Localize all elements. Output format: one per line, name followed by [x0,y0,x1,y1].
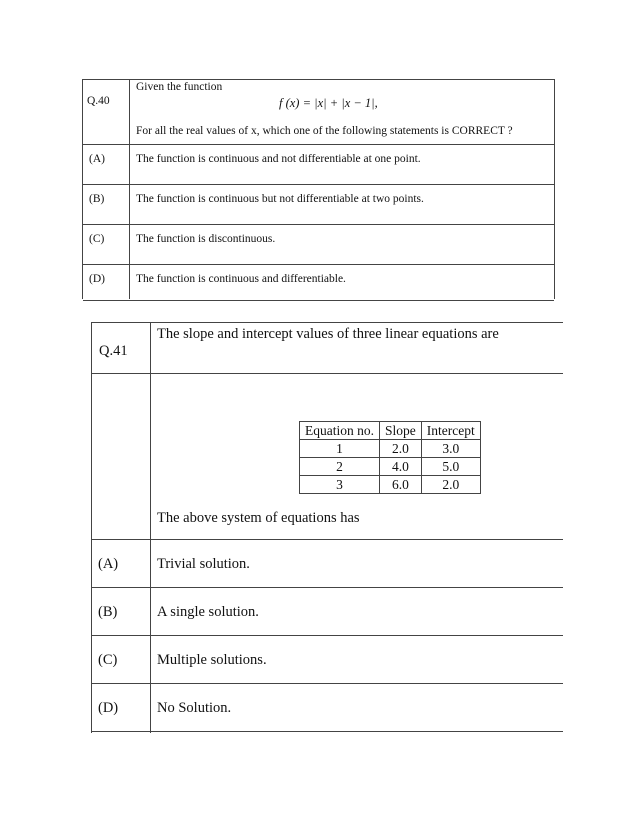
option-a-row [83,144,554,185]
column-header: Intercept [421,422,480,440]
option-c-text: Multiple solutions. [157,652,267,668]
row-divider [91,322,563,323]
table-cell: 2.0 [421,476,480,494]
row-divider [91,683,563,684]
table-cell: 4.0 [380,458,422,476]
table-row [300,476,481,494]
table-header-row [300,422,481,440]
question-41-table [91,322,563,733]
column-divider [150,322,151,733]
question-40-table [82,79,555,299]
question-number: Q.40 [87,95,110,107]
option-text: The function is discontinuous. [136,233,276,245]
option-c-label: (C) [98,652,118,668]
left-border [91,322,92,733]
option-text: The function is continuous and differentiable. [136,273,346,285]
column-header: Slope [380,422,422,440]
option-label: (A) [89,153,105,165]
equations-table [299,421,481,494]
table-row [300,440,481,458]
question-number: Q.41 [99,343,128,359]
question-intro: The slope and intercept values of three linear equations are [157,326,499,342]
row-divider [91,587,563,588]
question-formula: f (x) = |x| + |x − 1|, [279,96,378,110]
question-statement: For all the real values of x, which one of the following statements is CORRECT ? [136,125,513,137]
table-row [300,458,481,476]
option-b-text: A single solution. [157,604,259,620]
option-c-row [83,224,554,265]
question-followup: The above system of equations has [157,510,360,526]
option-label: (D) [89,273,105,285]
option-text: The function is continuous and not differentiable at one point. [136,153,421,165]
row-divider [91,373,563,374]
option-b-row [83,184,554,225]
option-a-label: (A) [98,556,119,572]
table-cell: 3 [300,476,380,494]
option-d-row [83,264,554,301]
table-cell: 2 [300,458,380,476]
row-divider [91,635,563,636]
row-divider [91,539,563,540]
option-text: The function is continuous but not differentiable at two points. [136,193,424,205]
option-b-label: (B) [98,604,118,620]
option-a-text: Trivial solution. [157,556,250,572]
option-d-label: (D) [98,700,119,716]
table-cell: 6.0 [380,476,422,494]
option-label: (B) [89,193,105,205]
column-header: Equation no. [300,422,380,440]
table-cell: 1 [300,440,380,458]
row-divider [91,731,563,732]
table-cell: 2.0 [380,440,422,458]
table-cell: 5.0 [421,458,480,476]
table-cell: 3.0 [421,440,480,458]
option-label: (C) [89,233,105,245]
question-intro: Given the function [136,81,223,93]
option-d-text: No Solution. [157,700,232,716]
